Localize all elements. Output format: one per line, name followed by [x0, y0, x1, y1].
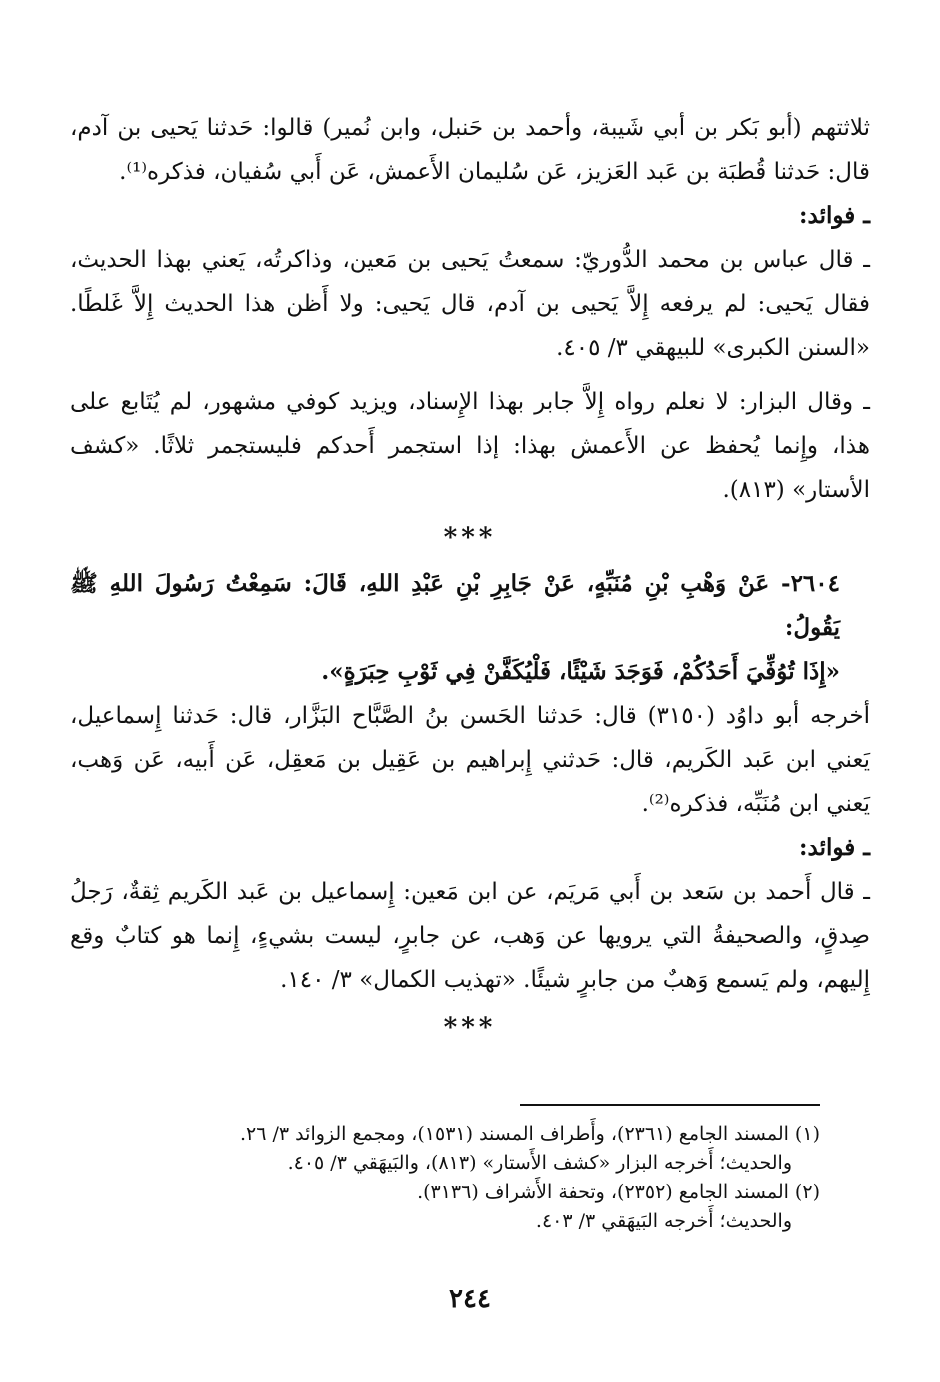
section-separator-1: *** [443, 523, 497, 553]
section-separator-2: *** [443, 1013, 497, 1043]
footnote-divider [520, 1104, 820, 1106]
hadith-matn: «إِذَا تُوُفِّيَ أَحَدُكُمْ، فَوَجَدَ شَيْئًا، فَلْيُكَفَّنْ فِي ثَوْبِ حِبَرَةٍ». [321, 658, 840, 685]
footnote-1: (١) المسند الجامع (٢٣٦١)، وأَطراف المسند (١٥٣١)، ومجمع الزوائد ٣/ ٢٦. [240, 1123, 820, 1145]
page-number: ٢٤٤ [449, 1284, 491, 1314]
footnote-2-continuation: والحديث؛ أَخرجه البَيهَقي ٣/ ٤٠٣. [535, 1210, 792, 1232]
main-text [70, 106, 870, 1048]
page-body [70, 106, 870, 1052]
footnotes [120, 1104, 820, 1236]
ibn-maeen-note: ـ قال أَحمد بن سَعد بن أَبي مَريَم، عن ابن مَعين: إِسماعيل بن عَبد الكَريم ثِقةٌ، رَجلُ صِدقٍ، والصحيفةُ التي يرويها عن وَهب، عن جابرٍ، ليست بشيءٍ، إِنما هو كتابٌ وقع إِليهم، ولم يَسمع وَهبٌ من جابرٍ شيئًا. «تهذيب الكمال» ٣/ ١٤٠. [70, 879, 870, 993]
isnad-paragraph: ثلاثتهم (أبو بَكر بن أبي شَيبة، وأحمد بن حَنبل، وابن نُمير) قالوا: حَدثنا يَحيى بن آدم، قال: حَدثنا قُطبَة بن عَبد العَزيز، عَن سُليمان الأَعمش، عَن أَبي سُفيان، فذكره⁽¹⁾. [70, 115, 870, 185]
abbas-duri-note: ـ قال عباس بن محمد الدُّوريّ: سمعتُ يَحيى بن مَعين، وذاكرتُه، يَعني بهذا الحديث، فقال يَحيى: لم يرفعه إِلاَّ يَحيى بن آدم، قال يَحيى: ولا أَظن هذا الحديث إِلاَّ غَلطًا. «السنن الكبرى» للبيهقي ٣/ ٤٠٥. [70, 247, 870, 361]
bazzar-note: ـ وقال البزار: لا نعلم رواه إِلاَّ جابر بهذا الإِسناد، ويزيد كوفي مشهور، لم يُتَابع على هذا، وإِنما يُحفظ عن الأَعمش بهذا: إذا استجمر أَحدكم فليستجمر ثلاثًا. «كشف الأستار» (٨١٣). [70, 389, 870, 503]
fawaid-heading-1: ـ فوائد: [799, 202, 870, 229]
hadith-heading: ٢٦٠٤- عَنْ وَهْبِ بْنِ مُنَبِّهٍ، عَنْ جَابِرِ بْنِ عَبْدِ اللهِ، قَالَ: سَمِعْتُ رَسُولَ اللهِ ﷺ يَقُولُ: [70, 570, 840, 641]
takhrij-paragraph: أخرجه أبو داوُد (٣١٥٠) قال: حَدثنا الحَسن بنُ الصَّبَّاح البَزَّار، قال: حَدثنا إِسماعيل، يَعني ابن عَبد الكَريم، قال: حَدثني إِبراهيم بن عَقِيل بن مَعقِل، عَن أَبيه، عَن وَهب، يَعني ابن مُنَبِّه، فذكره⁽²⁾. [70, 703, 870, 817]
fawaid-heading-2: ـ فوائد: [799, 834, 870, 861]
footnote-1-continuation: والحديث؛ أَخرجه البزار «كشف الأَستار» (٨١٣)، والبَيهَقي ٣/ ٤٠٥. [287, 1152, 792, 1174]
footnote-2: (٢) المسند الجامع (٢٣٥٢)، وتحفة الأَشراف (٣١٣٦). [417, 1181, 820, 1203]
footnote-list [120, 1104, 820, 1236]
